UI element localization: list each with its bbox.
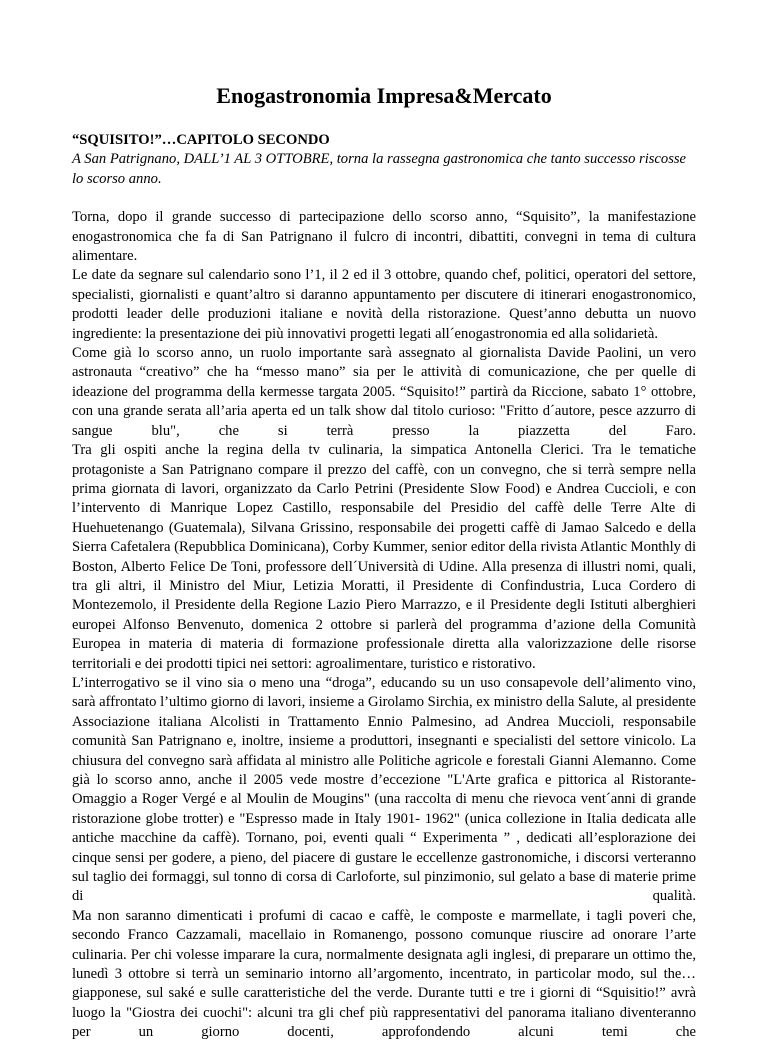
paragraph: Le date da segnare sul calendario sono l’1, il 2 ed il 3 ottobre, quando chef, politici, operatori del settore, specialisti, giornalisti e quant’altro si daranno appuntamento per discutere di itinerari enogastronomico, prodotti leader delle produzioni italiane e novità della ristorazione. Quest’anno debutta un nuovo ingrediente: la presentazione dei più innovativi progetti legati all´enogastronomia ed alla solidarietà.	[72, 267, 696, 342]
document-page	[72, 82, 696, 1043]
paragraph: Come già lo scorso anno, un ruolo importante sarà assegnato al giornalista Davide Paolini, un vero astronauta “creativo” che ha “messo mano” sia per le attività di comunicazione, che per quelle di ideazione del programma della kermesse targata 2005. “Squisito!” partirà da Riccione, sabato 1° ottobre, con una grande serata all’aria aperta ed un talk show dal titolo curioso: "Fritto d´autore, pesce azzurro di sangue blu", che si terrà presso la piazzetta del Faro.	[72, 345, 696, 439]
paragraph: Torna, dopo il grande successo di partecipazione dello scorso anno, “Squisito”, la manifestazione enogastronomica che fa di San Patrignano il fulcro di incontri, dibattiti, convegni in tema di cultura alimentare.	[72, 209, 696, 265]
article-body	[72, 208, 696, 1042]
document-title: Enogastronomia Impresa&Mercato	[216, 83, 552, 108]
article-lead: A San Patrignano, DALL’1 AL 3 OTTOBRE, torna la rassegna gastronomica che tanto successo riscosse lo scorso anno.	[72, 151, 687, 187]
paragraph: L’interrogativo se il vino sia o meno una “droga”, educando su un uso consapevole dell’alimento vino, sarà affrontato l’ultimo giorno di lavori, insieme a Girolamo Sirchia, ex ministro della Salute, al presidente Associazione italiana Alcolisti in Trattamento Ennio Palmesino, ad Andrea Muccioli, responsabile comunità San Patrignano e, inoltre, insieme a produttori, insegnanti e specialisti del settore vinicolo. La chiusura del convegno sarà affidata al ministro alle Politiche agricole e forestali Gianni Alemanno. Come già lo scorso anno, anche il 2005 vede mostre d’eccezione "L'Arte grafica e pittorica al Ristorante- Omaggio a Roger Vergé e al Moulin de Mougins" (una raccolta di menu che rievoca vent´anni di grande ristorazione globe trotter) e "Espresso made in Italy 1901- 1962" (unica collezione in Italia dedicata alle antiche macchine da caffè). Tornano, poi, eventi quali “ Experimenta ” , dedicati all’esplorazione dei cinque sensi per godere, a pieno, del piacere di gustare le eccellenze gastronomiche, i discorsi verteranno sul taglio dei formaggi, sul tonno di corsa di Carloforte, sul pinzimonio, sul gelato a base di materie prime di qualità.	[72, 674, 696, 905]
article-subheading: “SQUISITO!”…CAPITOLO SECONDO	[72, 132, 330, 148]
paragraph: Tra gli ospiti anche la regina della tv culinaria, la simpatica Antonella Clerici. Tra le tematiche protagoniste a San Patrignano compare il prezzo del caffè, con un convegno, che si terrà sempre nella prima giornata di lavori, organizzato da Carlo Petrini (Presidente Slow Food) e Andrea Cuccioli, e con l’intervento di Manrique Lopez Castillo, responsabile del Presidio del caffè delle Terre Alte di Huehuetenango (Guatemala), Silvana Grissino, responsabile dei progetti caffè di Jamao Salcedo e della Sierra Cafetalera (Repubblica Dominicana), Corby Kummer, senior editor della rivista Atlantic Monthly di Boston, Alberto Felice De Toni, professore dell´Università di Udine. Alla presenza di illustri nomi, quali, tra gli altri, il Ministro del Miur, Letizia Moratti, il Presidente di Confindustria, Luca Cordero di Montezemolo, il Presidente della Regione Lazio Piero Marrazzo, e il Presidente degli Istituti alberghieri europei Alfonso Benvenuto, domenica 2 ottobre si parlerà del programma d’azione della Comunità Europea in materia di materia di formazione professionale diretta alla valorizzazione delle risorse territoriali e dei prodotti tipici nei settori: agroalimentare, turistico e ristorativo.	[72, 442, 696, 672]
paragraph: Ma non saranno dimenticati i profumi di cacao e caffè, le composte e marmellate, i tagli poveri che, secondo Franco Cazzamali, macellaio in Romanengo, possono comunque riuscire ad onorare l’arte culinaria. Per chi volesse imparare la cura, normalmente designata agli inglesi, di preparare un ottimo the, lunedì 3 ottobre si terrà un seminario intorno all’argomento, incentrato, in particolar modo, sul the…giapponese, sul saké e sulle caratteristiche del the verde. Durante tutti e tre i giorni di “Squisitio!” avrà luogo la "Giostra dei cuochi": alcuni tra gli chef più rappresentativi del panorama italiano diventeranno per un giorno docenti, approfondendo alcuni temi che	[72, 907, 696, 1041]
